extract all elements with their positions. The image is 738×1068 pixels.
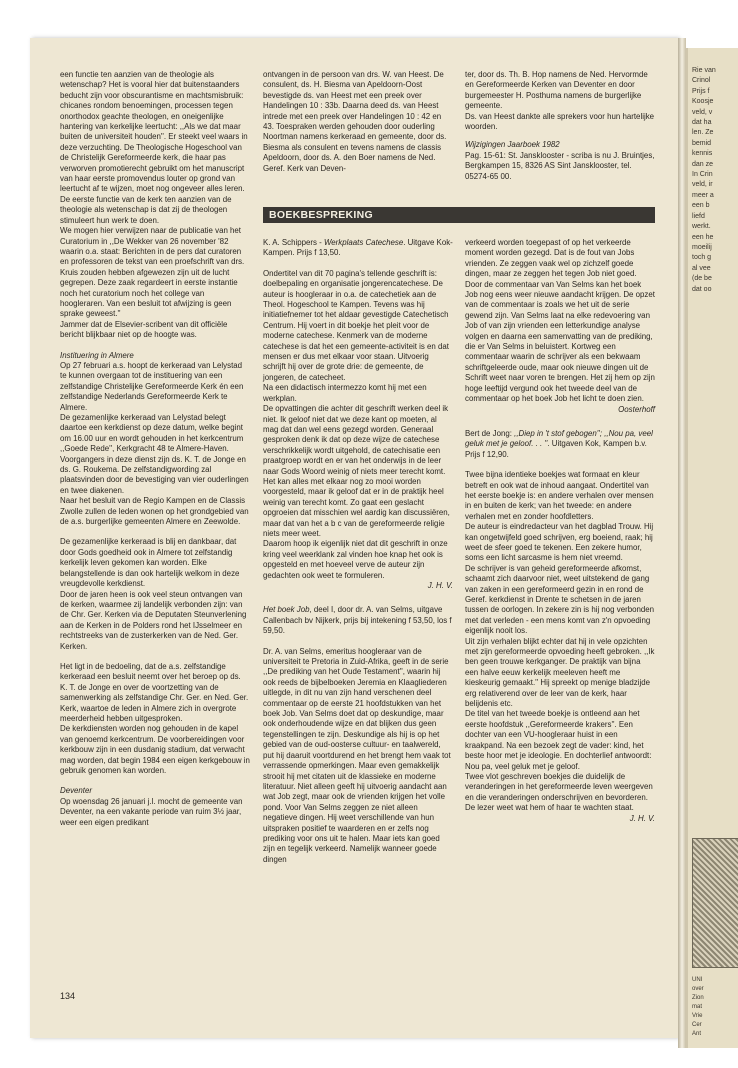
column-middle-top	[263, 70, 453, 174]
adjacent-line: In Crin	[692, 171, 713, 179]
adjacent-line: al vee	[692, 264, 711, 272]
adjacent-line: liefd	[692, 212, 705, 220]
column-left	[60, 70, 250, 828]
review-publisher: . Uitgaven Kok, Kampen b.v. Prijs f 12,90.	[465, 439, 647, 459]
paragraph: We mogen hier verwijzen naar de publicatie van het Curatorium in ,,De Wekker van 26 november '82 waarin o.a. staat: Berichten in de pers dat curatoren en professoren de tekst van een proefschrift van drs. Kruis zouden hebben afgewezen zijn uit de lucht gegrepen. Deze zaak regardeert in eerste instantie noch het curatorium noch het college van hoogleraren. Van een besluit tot afwijzing is geen sprake geweest.''	[60, 226, 245, 319]
paragraph: De auteur is eindredacteur van het dagblad Trouw. Hij kan ongetwijfeld goed schrijven, erg boeiend, raak; hij weet de sfeer goed te tekenen. Een zekere humor, soms een licht sarcasme is hem niet vreemd.	[465, 522, 654, 563]
review-title: Het boek Job	[263, 605, 310, 615]
adjacent-line: werkt.	[692, 223, 711, 231]
adjacent-line: kennis	[692, 150, 713, 158]
adjacent-line: Prijs f	[692, 87, 710, 95]
adjacent-line: (de be	[692, 275, 712, 283]
paragraph: Door de jaren heen is ook veel steun ontvangen van de kerken, waarmee zij landelijk verbonden zijn: van de Chr. Ger. Kerken via de Deputaten Steunverlening aan de Kerken in de Polders rond het IJsselmeer en rechtstreeks van de zusterkerken van de Ned. Ger. Kerken.	[60, 589, 247, 651]
signature: J. H. V.	[629, 813, 655, 823]
paragraph: Twee bijna identieke boekjes wat formaat en kleur betreft en ook wat de inhoud aangaat. Ondertitel van het eerste boekje is: en andere verhalen over mensen in en buiten de kerk; van het tweede: en andere verhalen met en zonder hoofdletters.	[465, 470, 654, 521]
page-number: 134	[60, 991, 76, 1001]
adjacent-line: dat ha	[692, 119, 712, 127]
paragraph: De gezamenlijke kerkeraad is blij en dankbaar, dat door Gods goedheid ook in Almere tot zelfstandig kerkelijk leven gekomen kan worden. Elke belangstellende is dan ook hartelijk welkom in deze vreugdevolle kerkdienst.	[60, 537, 240, 589]
paragraph: De titel van het tweede boekje is ontleend aan het eerste hoofdstuk ,,Gereformeerde krakers''. Een dochter van een VU-hoogleraar huist in een kraakpand. Na een bezoek zegt de vader: kind, het beste hoor met je ideologie. En dochterlief antwoordt: Nou pa, veel geluk met je geloof.	[465, 709, 652, 771]
paragraph: Ds. van Heest dankte alle sprekers voor hun hartelijke woorden.	[465, 111, 655, 132]
review-author: Bert de Jong:	[465, 428, 515, 438]
adjacent-line: toch g	[692, 254, 712, 262]
adjacent-page-text	[692, 66, 738, 295]
adjacent-caption-line: UNI	[692, 977, 703, 983]
signature: Oosterhoff	[618, 404, 655, 414]
paragraph: Het ligt in de bedoeling, dat de a.s. zelfstandige kerkeraad een besluit neemt over het beroep op ds. K. T. de Jonge en over de voortzetting van de samenwerking als zelfstandige Chr. Ger. en Ned. Ger. Kerk, waartoe de leden in Almere zich in overgrote meerderheid hebben uitgesproken.	[60, 661, 249, 723]
review-publisher: . Uitgave Kok-Kampen. Prijs f 13,50.	[263, 238, 453, 258]
subheading-jaarboek: Wijzigingen Jaarboek 1982	[465, 140, 560, 150]
column-middle	[263, 238, 453, 865]
adjacent-line: dan ze	[692, 160, 714, 168]
paragraph: De opvattingen die achter dit geschrift werken deel ik niet. Ik geloof niet dat we deze kant op moeten, al mag dat dan wel eens gezegd worden. Generaal gesproken denk ik dat op deze wijze de catechese verschrikkelijk wordt uitgehold, de catechisatie een praatgroep wordt en er van het onderwijs in de leer naar Gods Woord weinig of niets meer terecht komt.	[263, 404, 449, 476]
review-publisher: , deel I, door dr. A. van Selms, uitgave Callenbach bv Nijkerk, prijs bij intekening f 53,50, los f 59,50.	[263, 605, 452, 636]
review-header	[465, 429, 655, 460]
paragraph: Pag. 15-61: St. Jansklooster - scriba is nu J. Bruintjes, Bergkampen 15, 8326 AS Sint Jansklooster, tel. 05274-65 00.	[465, 150, 655, 181]
paragraph: De kerkdiensten worden nog gehouden in de kapel van genoemd kerkcentrum. De voorbereidingen voor kerkbouw zijn in een dusdanig stadium, dat verwacht mag worden, dat begin 1984 een eigen kerkgebouw in gebruik genomen kan worden.	[60, 724, 250, 775]
adjacent-caption-line: Cer	[692, 1022, 702, 1028]
adjacent-line: dat oo	[692, 285, 712, 293]
review-title: Werkplaats Catechese	[323, 238, 404, 247]
paragraph: De schrijver is van geheid gereformeerde afkomst, schaamt zich daarvoor niet, weet uitstekend de gang van zaken in een gereformeerd gezin in en rond de Geref. kerkdienst in Drente te schetsen in de jaren tussen de oorlogen. In zekere zin is hij nog verbonden met dat verleden - een mens komt van z'n opvoeding eigenlijk nooit los.	[465, 563, 655, 636]
review-title: ,,Diep in 't stof gebogen''; ,,Nou pa, veel geluk met je geloof. . . ''	[465, 428, 653, 449]
paragraph: ontvangen in de persoon van drs. W. van Heest. De consulent, ds. H. Biesma van Apeldoorn-Oost bevestigde ds. van Heest met een preek over Handelingen 10 : 33b. Daarna deed ds. van Heest intrede met een preek over Handelingen 10 : 42 en 43. Toespraken werden gehouden door ouderling Noortman namens kerkeraad en gemeente, door ds. Biesma als consulent en tevens namens de classis Apeldoorn, door ds. A. den Boer namens de Ned. Geref. Kerk van Deven-	[263, 70, 447, 173]
adjacent-line: meer a	[692, 191, 714, 199]
adjacent-line: Crinol	[692, 77, 711, 85]
review-header	[263, 238, 453, 259]
paragraph: Op 27 februari a.s. hoopt de kerkeraad van Lelystad te kunnen overgaan tot de instituering van een zelfstandige Christelijke Gereformeerde Kerk én een zelfstandige Nederlands Gereformeerde Kerk te Almere.	[60, 360, 244, 412]
paragraph: Na een didactisch intermezzo komt hij met een werkplan.	[263, 383, 427, 403]
adjacent-line: moeilij	[692, 243, 712, 251]
adjacent-line: veld, v	[692, 108, 713, 116]
subheading-deventer: Deventer	[60, 786, 93, 796]
review-author: K. A. Schippers -	[263, 238, 324, 247]
adjacent-line: veld, ir	[692, 181, 713, 189]
subheading-almere: Instituering in Almere	[60, 350, 134, 360]
review-header	[263, 605, 453, 636]
paragraph: Dr. A. van Selms, emeritus hoogleraar van de universiteit te Pretoria in Zuid-Afrika, geeft in de serie ,,De prediking van het Oude Testament'', waarin hij ook reeds de bijbelboeken Jeremia en Klaagliederen uitlegde, in dit nu van zijn hand verschenen deel commentaar op de eerste 21 hoofdstukken van het boek Job. Van Selms doet dat op deskundige, maar ook onderhoudende wijze en dat blijken dus geen tegenstellingen te zijn. Deskundige als hij is op het gebied van de oud-oosterse cultuur- en taalwereld, put hij daaruit voortdurend en het brengt hem vaak tot verrassende opmerkingen. Maar even gemakkelijk strooit hij met citaten uit de klassieke en moderne literatuur. Niet alleen geeft hij uitvoerig aandacht aan wat Job zegt, maar ook de vrienden krijgen het volle pond. Voor Van Selms zeggen ze niet alleen negatieve dingen. Hij weet verschillende van hun uitspraken positief te waarderen en er zelfs nog prediking voor ons uit te halen. Maar iets kan goed zijn en tegelijk verkeerd. Namelijk wanneer goede dingen	[263, 646, 451, 864]
signature: J. H. V.	[427, 581, 453, 590]
paragraph: Het kan alles met elkaar nog zo mooi worden voorgesteld, maar ik geloof dat er in de praktijk heel weinig van terecht komt. Zo gaat een geslacht opgroeien dat misschien wel aardig kan discussiëren, maar dat van het a b c van de gereformeerde religie niets meer weet.	[263, 476, 450, 538]
adjacent-line: een b	[692, 202, 710, 210]
column-right	[465, 238, 655, 824]
paragraph: De lezer weet wat hem of haar te wachten staat.	[465, 803, 634, 813]
paragraph: Uit zijn verhalen blijkt echter dat hij in vele opzichten met zijn gereformeerde opvoeding heeft gebroken. ,,Ik ben geen trouwe kerkganger. De praktijk van bijna een halve eeuw kerkelijk meeleven heeft me kieskeurig gemaakt.'' Hij spreekt op menige bladzijde erg relativerend over de leer van de kerk, haar belijdenis etc.	[465, 636, 655, 709]
column-right-top	[465, 70, 655, 182]
paragraph: Daarom hoop ik eigenlijk niet dat dit geschrift in onze kring veel weerklank zal vinden hoe knap het ook is opgesteld en met hoeveel verve de auteur zijn gedachten ook weet te formuleren.	[263, 539, 448, 580]
paragraph: De gezamenlijke kerkeraad van Lelystad belegt daartoe een kerkdienst op deze datum, welke begint om 16.00 uur en wordt gehouden in het kerkcentrum ,,Goede Rede'', Kerkgracht 48 te Almere-Haven.	[60, 413, 244, 454]
section-banner: BOEKBESPREKING	[263, 207, 655, 223]
adjacent-line: Rie van	[692, 67, 716, 74]
adjacent-caption-line: Zion	[692, 995, 704, 1001]
adjacent-caption-line: over	[692, 986, 704, 992]
paragraph: verkeerd worden toegepast of op het verkeerde moment worden gezegd. Dat is de fout van Jobs vrienden. Ze zeggen vaak wel op zichzelf goede dingen, maar ze zeggen het tegen Job niet goed. Door de commentaar van Van Selms kan het boek Job nog eens weer nieuwe aandacht krijgen. De opzet van de commentaar is zoals we het uit de serie gewend zijn. Van Selms laat na elke redevoering van Job of van zijn vrienden een letterkundige analyse volgen en daarna een samenvatting van de prediking, die er Van Selms in beluistert. Kortweg een commentaar waarin de schrijver als een bekwaam schriftgeleerde oude, maar ook nieuwe dingen uit de Schrift weet naar voren te brengen. Het zij hem op zijn hoge leeftijd vergund ook het tweede deel van de commentaar op het boek Job het licht te doen zien.	[465, 238, 655, 404]
adjacent-line: len. Ze	[692, 129, 714, 137]
paragraph: Naar het besluit van de Regio Kampen en de Classis Zwolle zullen de leden wonen op het grondgebied van de a.s. burgerlijke gemeenten Almere en Zeewolde.	[60, 496, 249, 527]
adjacent-page-caption	[692, 976, 738, 1039]
paragraph: een functie ten aanzien van de theologie als wetenschap? Het is vooral hier dat buitenstaanders beducht zijn voor obscurantisme en machtsmisbruik: chicanes rondom benoemingen, processen tegen onorthodox geachte theologen, en oneigenlijke hantering van kerkelijke leertucht: ,,Als we dat maar buiten de universiteit houden''. Er steekt veel waars in deze verzuchting. De Theologische Hogeschool van de Christelijk Gereformeerde kerk, die haar pas verworven promotierecht gebruikt om het manuscript van haar eerste promovendus louter op grond van leertucht af te wijzen, moet nog ongeveer alles leren. De eerste functie van de kerk ten aanzien van de theologie als wetenschap is dat zij de theologen stimuleert hun werk te doen.	[60, 70, 248, 225]
paragraph: Twee vlot geschreven boekjes die duidelijk de veranderingen in het gereformeerde leven weergeven en die veranderingen onderschrijven en bevorderen.	[465, 771, 653, 802]
adjacent-page	[686, 48, 738, 1048]
adjacent-line: Koosje	[692, 98, 714, 106]
adjacent-caption-line: Vrie	[692, 1013, 703, 1019]
adjacent-caption-line: mat	[692, 1004, 703, 1010]
adjacent-line: een he	[692, 233, 714, 241]
paragraph: Jammer dat de Elsevier-scribent van dit officiële bericht blijkbaar niet op de hoogte was.	[60, 319, 228, 340]
paragraph: Op woensdag 26 januari j.l. mocht de gemeente van Deventer, na een vakante periode van ruim 3½ jaar, weer een eigen predikant	[60, 796, 243, 827]
adjacent-page-photo	[692, 838, 738, 968]
paragraph: ter, door ds. Th. B. Hop namens de Ned. Hervormde en Gereformeerde Kerken van Deventer en door burgemeester H. Posthuma namens de burgerlijke gemeente.	[465, 70, 648, 111]
paragraph: Voorgangers in deze dienst zijn ds. K. T. de Jonge en ds. G. Roukema. De zelfstandigwording zal plaatsvinden door de bevestiging van vier ouderlingen en twee diakenen.	[60, 454, 249, 495]
adjacent-caption-line: Ant	[692, 1031, 702, 1037]
adjacent-line: bemid	[692, 139, 712, 147]
paragraph: Ondertitel van dit 70 pagina's tellende geschrift is: doelbepaling en organisatie jongerencatechese. De auteur is hoogleraar in o.a. de catechetiek aan de Theol. Hogeschool te Kampen. Tevens was hij initiatiefnemer tot het aldaar gevestigde Catechetisch Centrum. Hij voert in dit boekje het pleit voor de moderne catechese. Kenmerk van de moderne catechese is dat het een gemeente-activiteit is en dat mensen er dus met elkaar voor staan. Uitvoerig schrijft hij over de grote drie: de gemeente, de jongeren, de catecheet.	[263, 268, 449, 382]
page-fold	[678, 38, 686, 1048]
